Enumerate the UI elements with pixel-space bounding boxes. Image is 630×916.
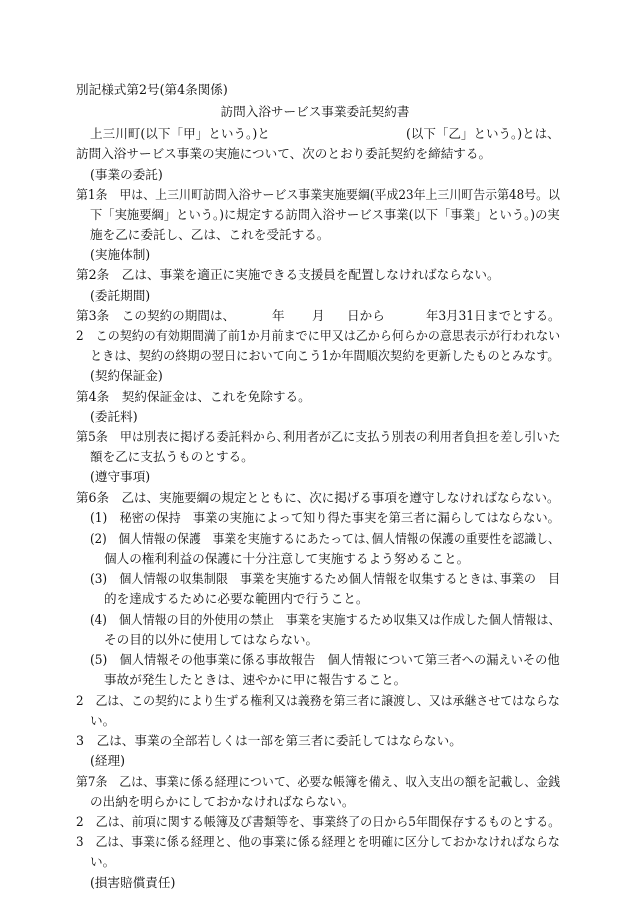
article-heading: (実施体制) — [90, 247, 151, 262]
article-6-item: 事故が発生したときは、速やかに甲に報告すること。 — [104, 672, 407, 687]
article-3-line: ときは、契約の終期の翌日において向こう1か年間順次契約を更新したものとみなす。 — [90, 348, 560, 363]
article-6-item: (2) 個人情報の保護 事業を実施するにあたっては､個人情報の保護の重要性を認識し、 — [90, 531, 560, 546]
article-6-line: 第6条 乙は、実施要綱の規定とともに、次に掲げる事項を遵守しなければならない。 — [76, 490, 560, 505]
article-6-item: 的を達成するために必要な範囲内で行うこと。 — [104, 591, 369, 606]
article-6-item: (1) 秘密の保持 事業の実施によって知り得た事実を第三者に漏らしてはならない。 — [90, 510, 560, 525]
article-3-line: 2 この契約の有効期間満了前1か月前までに甲又は乙から何らかの意思表示が行われない — [76, 328, 561, 343]
preamble-party-a: 上三川町(以下「甲」という。)と — [90, 126, 270, 141]
document-title: 訪問入浴サービス事業委託契約書 — [220, 104, 410, 119]
article-2-line: 第2条 乙は、事業を適正に実施できる支援員を配置しなければならない。 — [76, 267, 500, 282]
article-1-line: 下「実施要綱」という。)に規定する訪問入浴サービス事業(以下「事業」という。)の実 — [90, 207, 560, 222]
article-heading: (遵守事項) — [90, 469, 151, 484]
article-3-line: 第3条 この契約の期間は、 — [76, 308, 236, 323]
article-heading: (損害賠償責任) — [90, 875, 176, 890]
article-6-line: 3 乙は、事業の全部若しくは一部を第三者に委託してはならない。 — [76, 733, 462, 748]
article-heading: (委託期間) — [90, 288, 151, 303]
date-day-label: 日から — [347, 308, 385, 323]
article-7-line: 第7条 乙は、事業に係る経理について、必要な帳簿を備え、収入支出の額を記載し、金銭 — [76, 774, 561, 789]
article-6-item: 個人の権利利益の保護に十分注意して実施するよう努めること。 — [104, 551, 470, 566]
article-4-line: 第4条 契約保証金は、これを免除する。 — [76, 389, 311, 404]
article-7-line: い。 — [90, 854, 116, 869]
date-end-label: 年3月31日までとする。 — [426, 308, 561, 323]
preamble-line: 訪問入浴サービス事業の実施について、次のとおり委託契約を締結する。 — [76, 146, 492, 161]
article-7-line: の出納を明らかにしておかなければならない。 — [90, 794, 355, 809]
date-month-label: 月 — [312, 308, 325, 323]
article-5-line: 額を乙に支払うものとする。 — [90, 449, 254, 464]
article-6-item: (3) 個人情報の収集制限 事業を実施するため個人情報を収集するときは､事業の 目 — [90, 571, 561, 586]
article-1-line: 施を乙に委託し、乙は、これを受託する。 — [90, 227, 330, 242]
article-7-line: 3 乙は、事業に係る経理と、他の事業に係る経理とを明確に区分しておかなければならな — [76, 834, 560, 849]
article-6-line: 2 乙は、この契約により生ずる権利又は義務を第三者に譲渡し、又は承継させてはならな — [76, 693, 560, 708]
article-heading: (契約保証金) — [90, 368, 163, 383]
date-year-label: 年 — [272, 308, 285, 323]
article-6-item: (5) 個人情報その他事業に係る事故報告 個人情報について第三者への漏えいその他 — [90, 652, 560, 667]
article-1-line: 第1条 甲は、上三川町訪問入浴サービス事業実施要綱(平成23年上三川町告示第48号。以 — [76, 187, 560, 202]
article-7-line: 2 乙は、前項に関する帳簿及び書類等を、事業終了の日から5年間保存するものとする。 — [76, 814, 561, 829]
article-5-line: 第5条 甲は別表に掲げる委託料から､利用者が乙に支払う別表の利用者負担を差し引いた — [76, 429, 561, 444]
article-heading: (事業の委託) — [90, 167, 163, 182]
article-6-line: い。 — [90, 713, 116, 728]
article-6-item: その目的以外に使用してはならない。 — [104, 632, 319, 647]
article-6-item: (4) 個人情報の目的外使用の禁止 事業を実施するため収集又は作成した個人情報は、 — [90, 612, 561, 627]
article-heading: (経理) — [90, 753, 126, 768]
article-heading: (委託料) — [90, 409, 138, 424]
preamble-party-b: (以下「乙」という。)とは、 — [406, 126, 560, 141]
form-label: 別記様式第2号(第4条関係) — [76, 82, 228, 97]
